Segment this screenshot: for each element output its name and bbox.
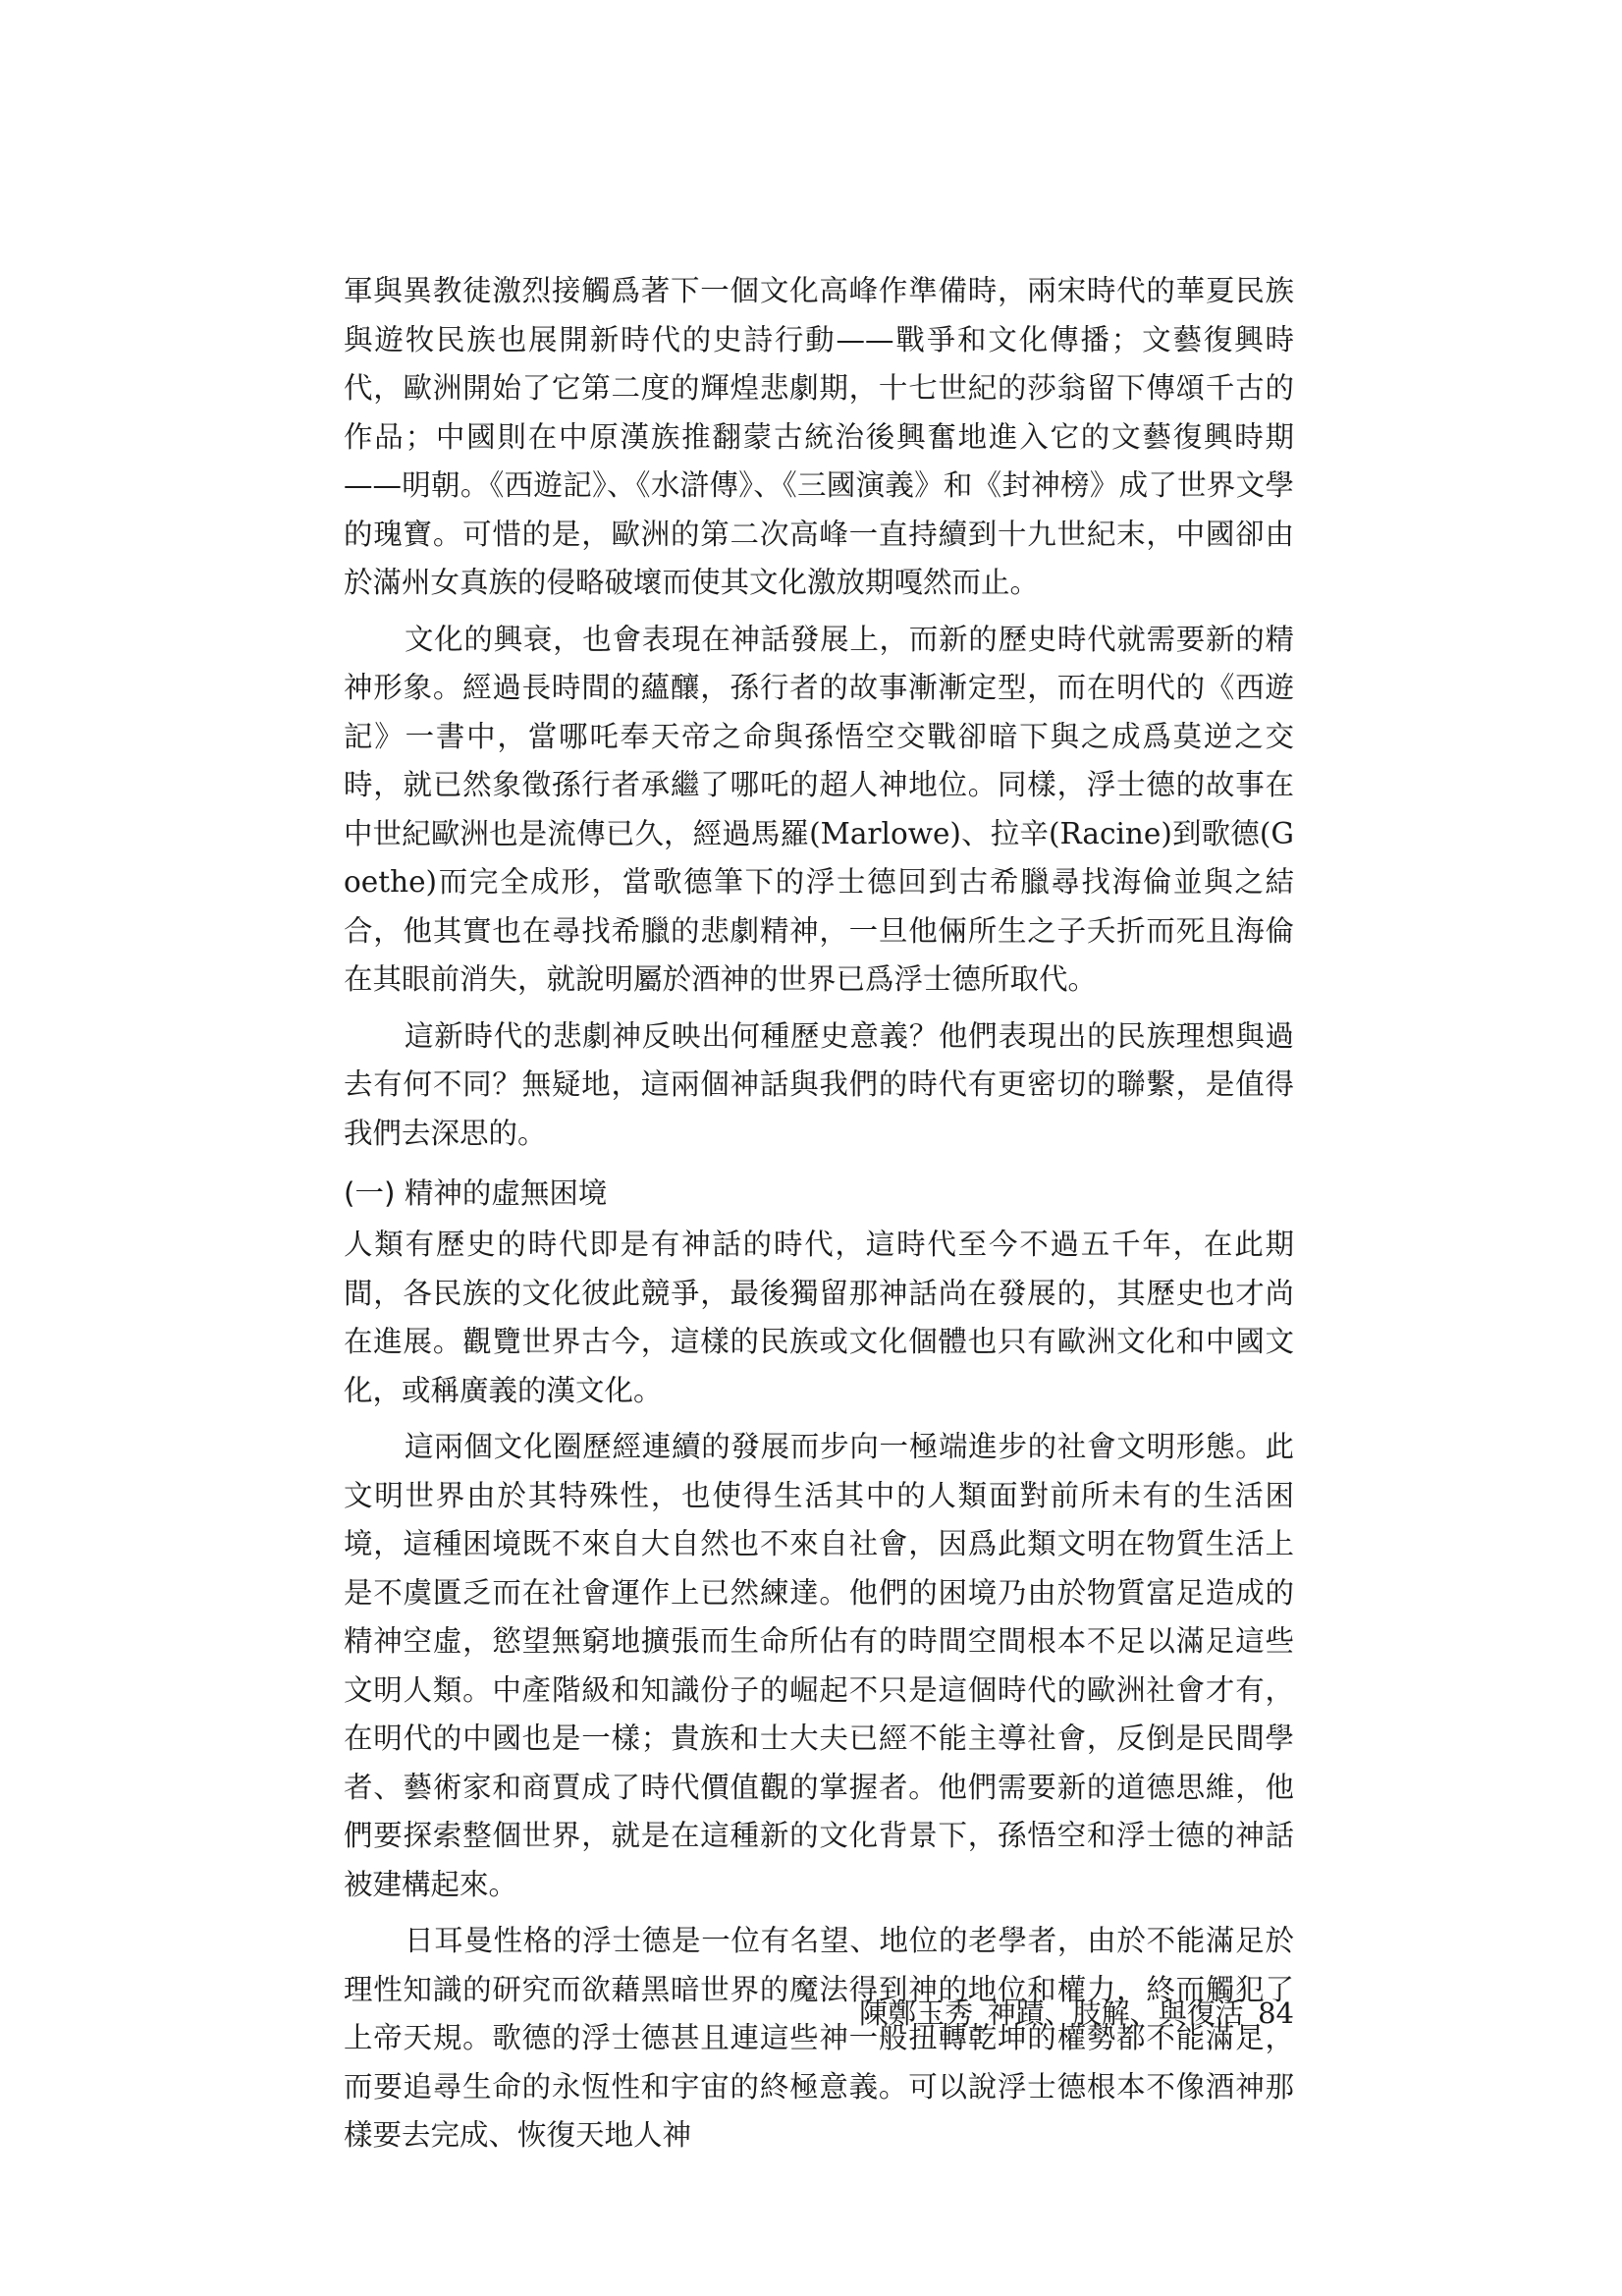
page-footer: 陳鄭玉秀_神蹟、肢解、與復活_84	[859, 1996, 1294, 2030]
section-paragraph-1: 人類有歷史的時代即是有神話的時代，這時代至今不過五千年，在此期間，各民族的文化彼此競爭，最後獨留那神話尚在發展的，其歷史也才尚在進展。觀覽世界古今，這樣的民族或文化個體也只有歐洲文化和中國文化，或稱廣義的漢文化。	[344, 1228, 1294, 1407]
paragraph-2: 文化的興衰，也會表現在神話發展上，而新的歷史時代就需要新的精神形象。經過長時間的蘊釀，孫行者的故事漸漸定型，而在明代的《西遊記》一書中，當哪吒奉天帝之命與孫悟空交戰卻暗下與之成爲莫逆之交時，就已然象徵孫行者承繼了哪吒的超人神地位。同樣，浮士德的故事在中世紀歐洲也是流傳已久，經過馬羅(Marlowe)、拉辛(Racine)到歌德(Goethe)而完全成形，當歌德筆下的浮士德回到古希臘尋找海倫並與之結合，他其實也在尋找希臘的悲劇精神，一旦他倆所生之子夭折而死且海倫在其眼前消失，就說明屬於酒神的世界已爲浮士德所取代。	[344, 622, 1294, 996]
section-paragraph-2: 這兩個文化圈歷經連續的發展而步向一極端進步的社會文明形態。此文明世界由於其特殊性，也使得生活其中的人類面對前所未有的生活困境，這種困境既不來自大自然也不來自社會，因爲此類文明在物質生活上是不虞匱乏而在社會運作上已然練達。他們的困境乃由於物質富足造成的精神空虛，慾望無窮地擴張而生命所佔有的時間空間根本不足以滿足這些文明人類。中產階級和知識份子的崛起不只是這個時代的歐洲社會才有，在明代的中國也是一樣；貴族和士大夫已經不能主導社會，反倒是民間學者、藝術家和商賈成了時代價值觀的掌握者。他們需要新的道德思維，他們要探索整個世界，就是在這種新的文化背景下，孫悟空和浮士德的神話被建構起來。	[344, 1430, 1294, 1901]
paragraph-3: 這新時代的悲劇神反映出何種歷史意義？他們表現出的民族理想與過去有何不同？無疑地，這兩個神話與我們的時代有更密切的聯繫，是值得我們去深思的。	[344, 1018, 1294, 1150]
section-heading: (一) 精神的虛無困境	[344, 1176, 608, 1210]
section-paragraph-3: 日耳曼性格的浮士德是一位有名望、地位的老學者，由於不能滿足於理性知識的研究而欲藉黑暗世界的魔法得到神的地位和權力，終而觸犯了上帝天規。歌德的浮士德甚且連這些神一般扭轉乾坤的權勢都不能滿足，而要追尋生命的永恆性和宇宙的終極意義。可以說浮士德根本不像酒神那樣要去完成、恢復天地人神	[344, 1924, 1294, 2152]
page-body	[344, 267, 1294, 2168]
paragraph-1: 軍與異教徒激烈接觸爲著下一個文化高峰作準備時，兩宋時代的華夏民族與遊牧民族也展開新時代的史詩行動——戰爭和文化傳播；文藝復興時代，歐洲開始了它第二度的輝煌悲劇期，十七世紀的莎翁留下傳頌千古的作品；中國則在中原漢族推翻蒙古統治後興奮地進入它的文藝復興時期——明朝。《西遊記》、《水滸傳》、《三國演義》和《封神榜》成了世界文學的瑰寶。可惜的是，歐洲的第二次高峰一直持續到十九世紀末，中國卻由於滿州女真族的侵略破壞而使其文化激放期嘎然而止。	[344, 274, 1294, 599]
